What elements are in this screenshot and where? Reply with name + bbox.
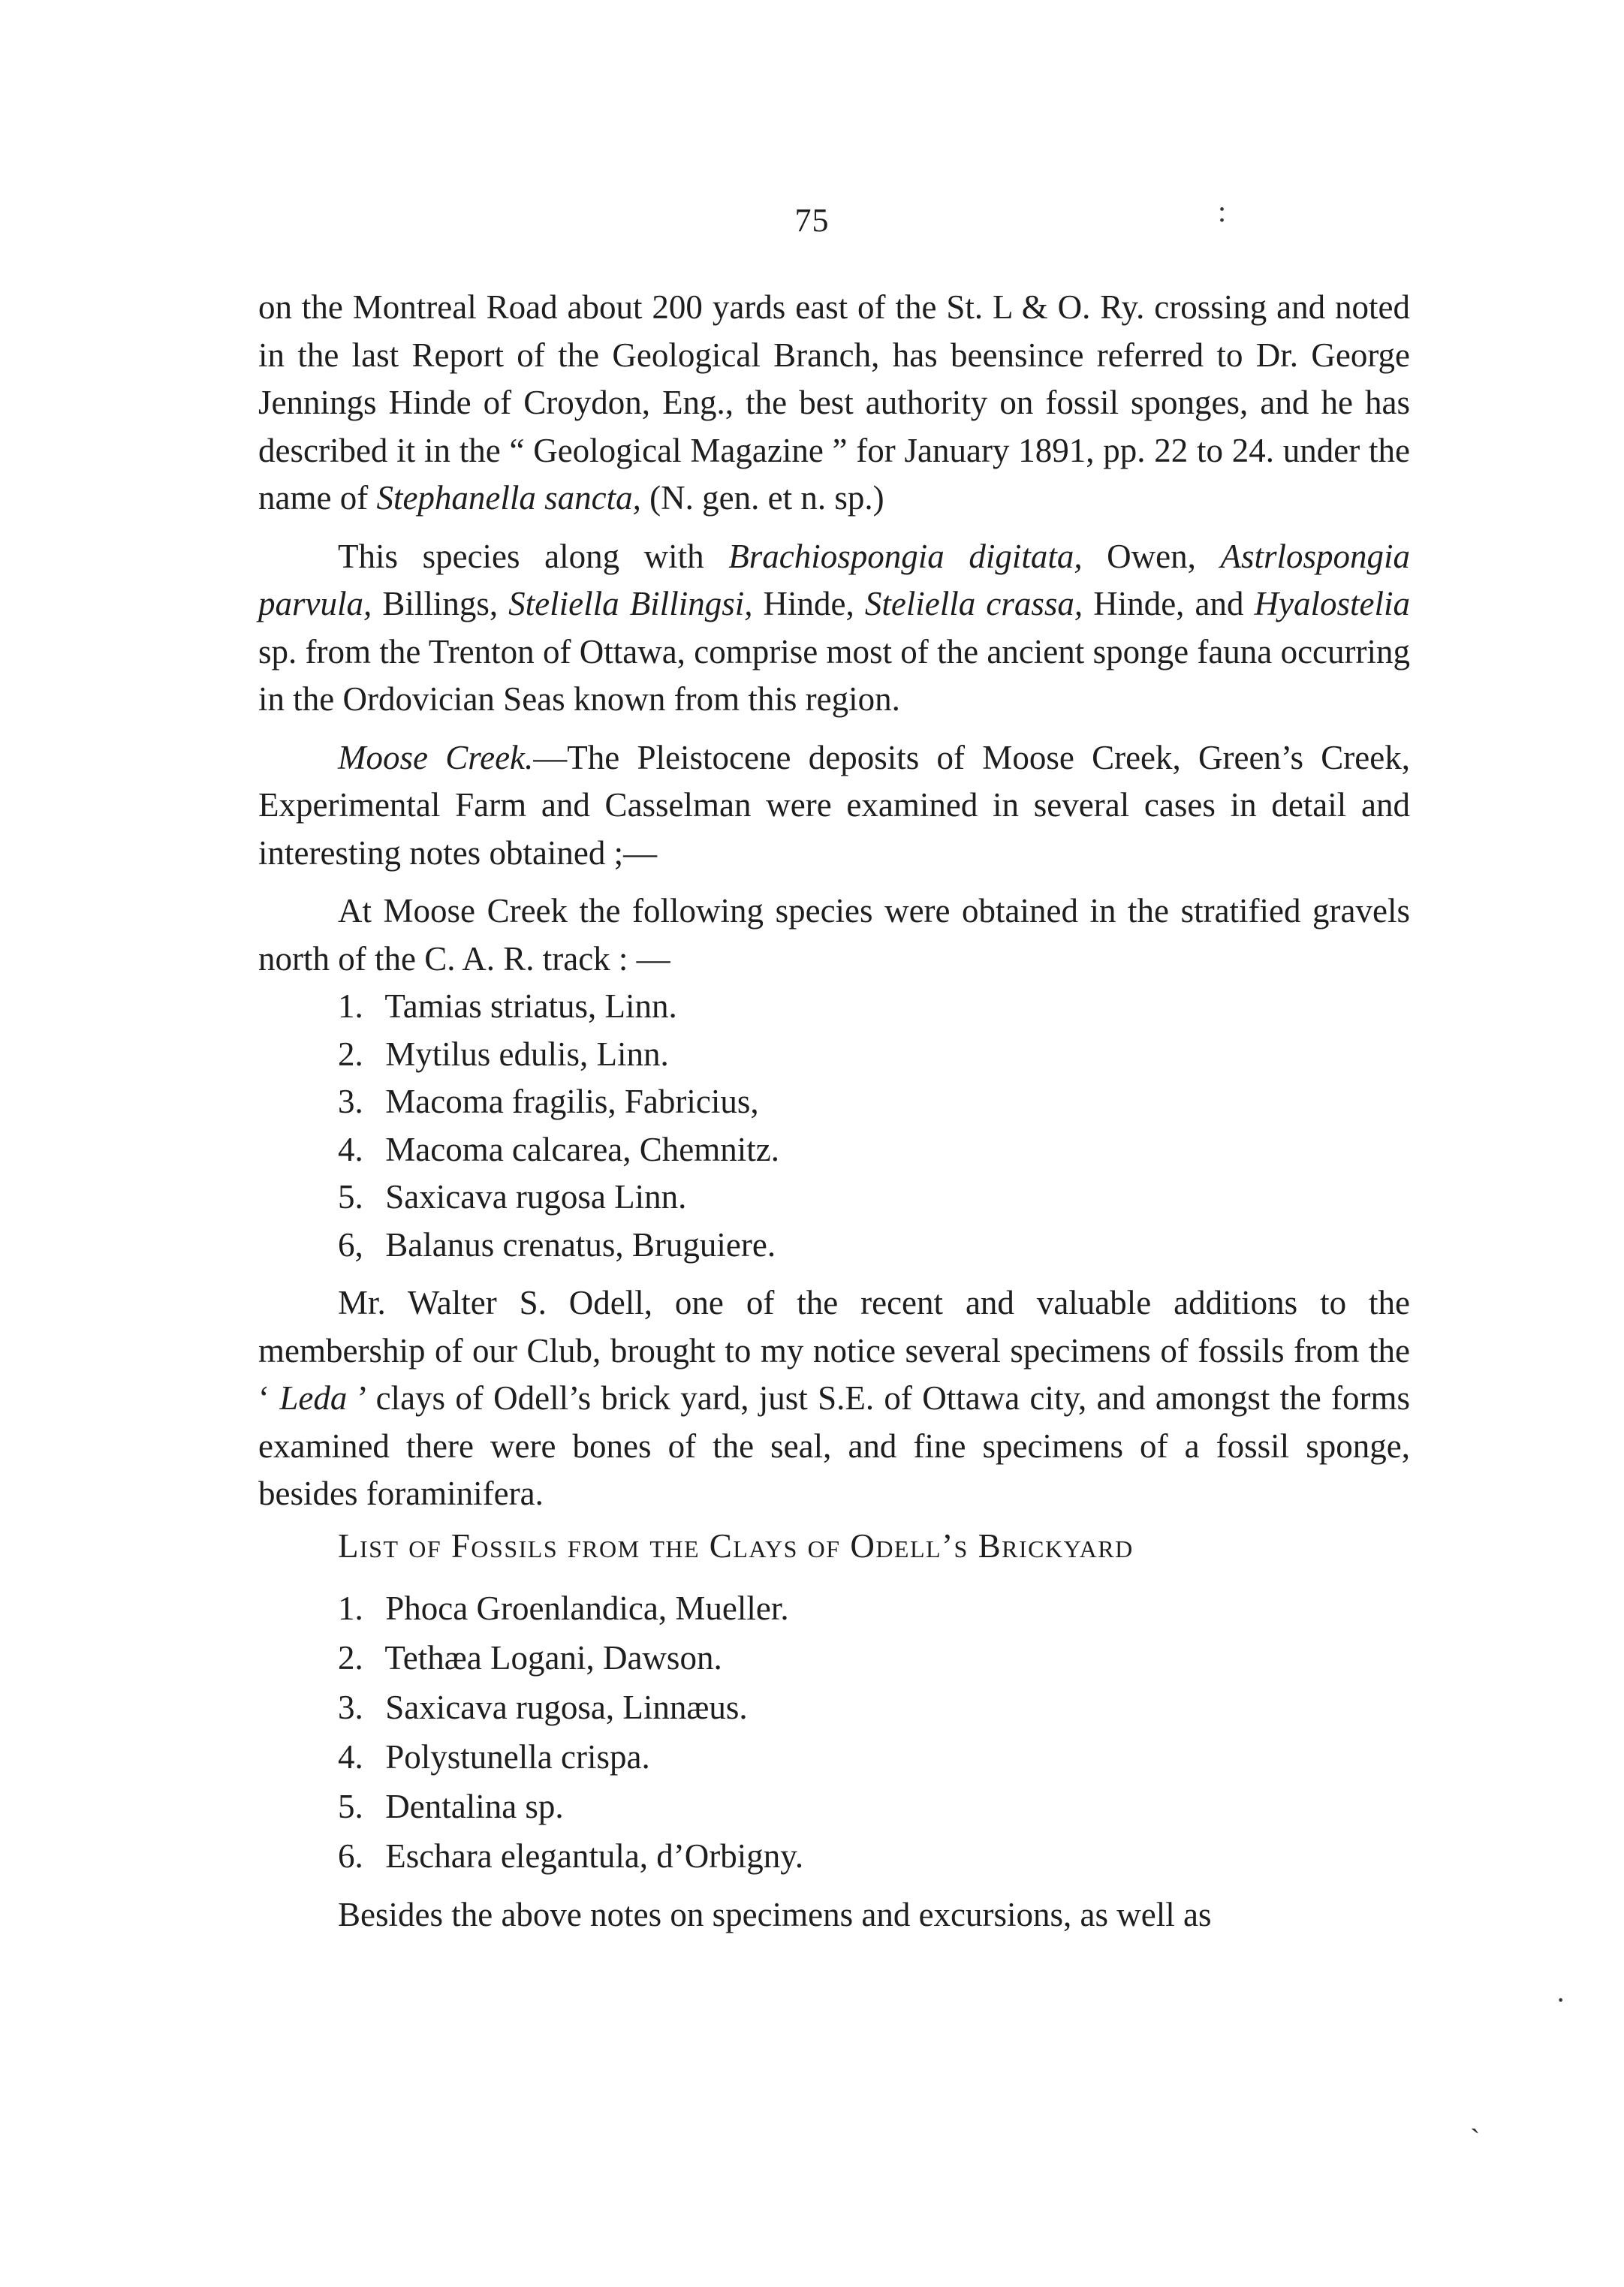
list-item-number: 4. (338, 1130, 363, 1168)
list-item-number: 1. (338, 1589, 363, 1627)
list-item-text: Eschara elegantula, d’Orbigny. (377, 1837, 804, 1875)
paragraph-4 (258, 887, 1410, 983)
text-run: Billings, (372, 585, 509, 622)
italic-term: Steliella Billingsi, (508, 585, 753, 622)
paragraph-5 (258, 1279, 1410, 1518)
text-run: Besides the above notes on specimens and excursions, as well as (338, 1896, 1212, 1933)
italic-term: Stephanella sancta, (376, 479, 641, 517)
text-run: At Moose Creek the following species were obtained in the stratified gravels north of the C. A. R. track : — (258, 892, 1410, 978)
list-item-number: 5. (338, 1178, 363, 1216)
list-item-number: 5. (338, 1788, 363, 1825)
list-item (258, 1782, 1410, 1831)
italic-term: Brachiospongia digitata, (728, 537, 1083, 575)
list-item-text: Dentalina sp. (377, 1788, 564, 1825)
fossil-list-odell-brickyard (258, 1583, 1410, 1881)
italic-term: Leda (279, 1379, 348, 1417)
list-item (258, 1222, 1410, 1270)
list-item (258, 1633, 1410, 1683)
text-run: —The Pleistocene deposits of Moose Creek, Green’s Creek, Experimental Farm and Casselman were examined in several cases in detail and interesting notes obtained ;— (258, 738, 1410, 872)
text-run: Hinde, and (1083, 585, 1255, 622)
text-run: sp. from the Trenton of Ottawa, comprise most of the ancient sponge fauna occurring in the Ordovician Seas known from this region. (258, 632, 1410, 718)
text-run: Hinde, (752, 585, 865, 622)
list-item-text: Polystunella crispa. (377, 1738, 650, 1776)
paragraph-1 (258, 284, 1410, 523)
list-item (258, 1031, 1410, 1079)
list-item-text: Mytilus edulis, Linn. (377, 1035, 669, 1073)
list-item-number: 1. (338, 987, 363, 1025)
list-item-text: Balanus crenatus, Bruguiere. (377, 1225, 776, 1264)
list-item (258, 1126, 1410, 1174)
text-run: Owen, (1082, 537, 1221, 575)
italic-term: Steliella crassa, (864, 585, 1083, 622)
list-item-text: Saxicava rugosa, Linnæus. (377, 1689, 748, 1726)
stray-tick-mark: ` (1470, 2123, 1481, 2156)
list-item-text: Tethæa Logani, Dawson. (377, 1639, 722, 1677)
list-item (258, 983, 1410, 1031)
stray-dot-mark: · (1556, 1983, 1566, 2017)
list-item-text: Tamias striatus, Linn. (377, 987, 677, 1025)
text-run: (N. gen. et n. sp.) (640, 479, 884, 517)
list-item-number: 3. (338, 1689, 363, 1726)
list-item-number: 6. (338, 1837, 363, 1875)
list-item (258, 1174, 1410, 1222)
list-item-text: Macoma fragilis, Fabricius, (377, 1083, 759, 1120)
italic-term: Hyalostelia (1254, 585, 1410, 622)
text-column (258, 284, 1410, 1939)
page-number: 75 (794, 202, 830, 239)
text-run: on the Montreal Road about 200 yards east of the St. L & O. Ry. crossing and noted in the last Report of the Geological Branch, has beensince referred to Dr. George Jennings Hinde of Croydon, Eng., the best authority on fossil sponges, and he has described it in the “ Geological Magazine ” for January 1891, pp. 22 to 24. under the name of (258, 288, 1410, 517)
paragraph-2 (258, 533, 1410, 724)
text-run: ’ clays of Odell’s brick yard, just S.E. of Ottawa city, and amongst the forms examined there were bones of the seal, and fine specimens of a fossil sponge, besides foraminifera. (258, 1379, 1410, 1512)
stray-colon-mark: : (1218, 194, 1227, 228)
list-item (258, 1732, 1410, 1782)
text-run: This species along with (338, 537, 729, 575)
list-item (258, 1683, 1410, 1732)
fossil-list-heading: List of Fossils from the Clays of Odell’s Brickyard (338, 1526, 1134, 1565)
list-item (258, 1583, 1410, 1633)
italic-term: Astrlospongia parvula, (258, 537, 1410, 622)
italic-term: Moose Creek. (338, 738, 534, 776)
text-run: Mr. Walter S. Odell, one of the recent and valuable additions to the membership of our Club, brought to my notice several specimens of fossils from the ‘ (258, 1284, 1410, 1417)
paragraph-3 (258, 734, 1410, 878)
paragraph-6 (258, 1891, 1410, 1939)
list-item-text: Macoma calcarea, Chemnitz. (377, 1130, 779, 1168)
list-item-number: 3. (338, 1083, 363, 1120)
list-item-number: 6, (338, 1225, 363, 1264)
list-item (258, 1078, 1410, 1126)
list-item-text: Saxicava rugosa Linn. (377, 1178, 687, 1216)
list-item-number: 2. (338, 1035, 363, 1073)
list-item-text: Phoca Groenlandica, Mueller. (377, 1589, 789, 1627)
species-list-moose-creek (258, 983, 1410, 1269)
list-item-number: 2. (338, 1639, 363, 1677)
list-item (258, 1831, 1410, 1881)
list-item-number: 4. (338, 1738, 363, 1776)
